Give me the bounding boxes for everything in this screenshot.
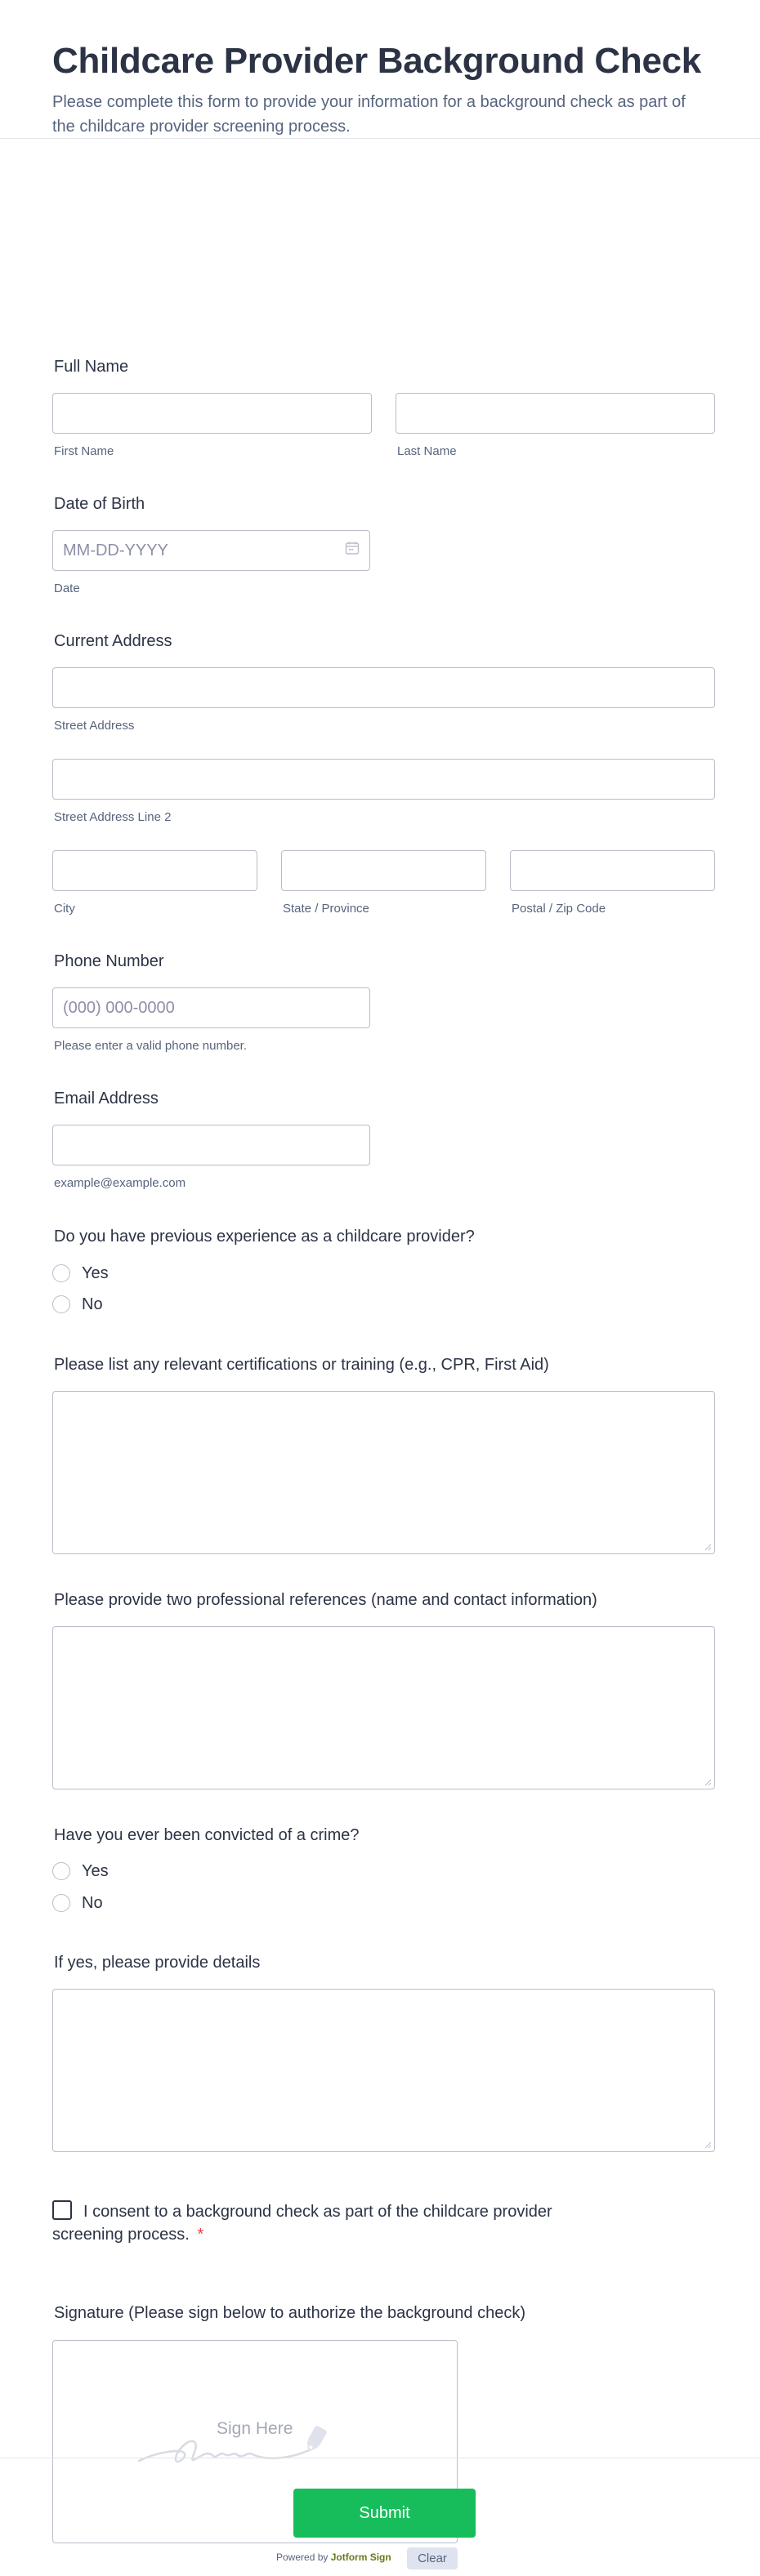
state-sublabel: State / Province: [283, 902, 369, 916]
certifications-textarea[interactable]: [52, 1391, 715, 1554]
phone-input[interactable]: [52, 987, 370, 1028]
form-subtitle: Please complete this form to provide your information for a background check as part of the childcare provider screening process.: [52, 93, 686, 136]
first-name-sublabel: First Name: [54, 444, 114, 458]
experience-option-no[interactable]: [52, 1289, 103, 1320]
signature-label: Signature (Please sign below to authorize the background check): [54, 2304, 526, 2322]
street-address-line2-sublabel: Street Address Line 2: [54, 810, 172, 824]
email-sublabel: example@example.com: [54, 1176, 186, 1190]
certifications-label: Please list any relevant certifications or training (e.g., CPR, First Aid): [54, 1356, 549, 1374]
city-input[interactable]: [52, 850, 257, 891]
address-label: Current Address: [54, 632, 172, 650]
crime-question: Have you ever been convicted of a crime?: [54, 1826, 360, 1844]
phone-label: Phone Number: [54, 952, 164, 970]
clear-signature-button[interactable]: Clear: [407, 2547, 458, 2569]
form-title: Childcare Provider Background Check: [52, 41, 701, 81]
powered-by-label: Powered by: [276, 2551, 329, 2563]
dob-placeholder: MM-DD-YYYY: [63, 541, 168, 559]
radio-button[interactable]: [52, 1862, 70, 1880]
references-textarea[interactable]: [52, 1626, 715, 1789]
crime-option-no[interactable]: [52, 1887, 103, 1919]
radio-label: Yes: [82, 1263, 109, 1282]
required-asterisk: *: [197, 2226, 204, 2244]
radio-button[interactable]: [52, 1264, 70, 1282]
last-name-input[interactable]: [396, 393, 715, 434]
references-label: Please provide two professional references (name and contact information): [54, 1591, 597, 1609]
submit-button[interactable]: Submit: [293, 2489, 476, 2538]
radio-button[interactable]: [52, 1894, 70, 1912]
experience-question: Do you have previous experience as a childcare provider?: [54, 1228, 475, 1246]
dob-input[interactable]: [52, 530, 370, 571]
form-header: [0, 0, 760, 139]
powered-by-text: [276, 2551, 391, 2563]
resize-handle-icon[interactable]: [704, 1779, 712, 1786]
crime-option-yes[interactable]: [52, 1856, 109, 1887]
street-address-sublabel: Street Address: [54, 719, 135, 733]
city-sublabel: City: [54, 902, 75, 916]
sign-here-placeholder: Sign Here: [217, 2419, 293, 2438]
email-label: Email Address: [54, 1090, 159, 1108]
crime-details-label: If yes, please provide details: [54, 1954, 261, 1972]
consent-text: I consent to a background check as part of the childcare provider screening process.: [52, 2203, 552, 2244]
crime-details-textarea[interactable]: [52, 1989, 715, 2152]
phone-placeholder: (000) 000-0000: [63, 998, 175, 1017]
email-input[interactable]: [52, 1125, 370, 1165]
last-name-sublabel: Last Name: [397, 444, 457, 458]
first-name-input[interactable]: [52, 393, 372, 434]
radio-label: No: [82, 1295, 103, 1313]
street-address-input[interactable]: [52, 667, 715, 708]
full-name-label: Full Name: [54, 358, 129, 376]
jotform-sign-link[interactable]: Jotform Sign: [330, 2551, 391, 2563]
experience-option-yes[interactable]: [52, 1258, 109, 1289]
dob-label: Date of Birth: [54, 495, 145, 513]
radio-button[interactable]: [52, 1295, 70, 1313]
zip-input[interactable]: [510, 850, 715, 891]
radio-label: Yes: [82, 1861, 109, 1880]
state-input[interactable]: [281, 850, 486, 891]
signature-scribble-icon: [135, 2418, 364, 2467]
phone-sublabel: Please enter a valid phone number.: [54, 1039, 247, 1053]
street-address-line2-input[interactable]: [52, 759, 715, 800]
radio-label: No: [82, 1893, 103, 1912]
calendar-icon[interactable]: [345, 541, 360, 560]
zip-sublabel: Postal / Zip Code: [512, 902, 606, 916]
consent-label: [52, 2200, 624, 2246]
resize-handle-icon[interactable]: [704, 2141, 712, 2149]
resize-handle-icon[interactable]: [704, 1544, 712, 1551]
dob-sublabel: Date: [54, 582, 80, 595]
